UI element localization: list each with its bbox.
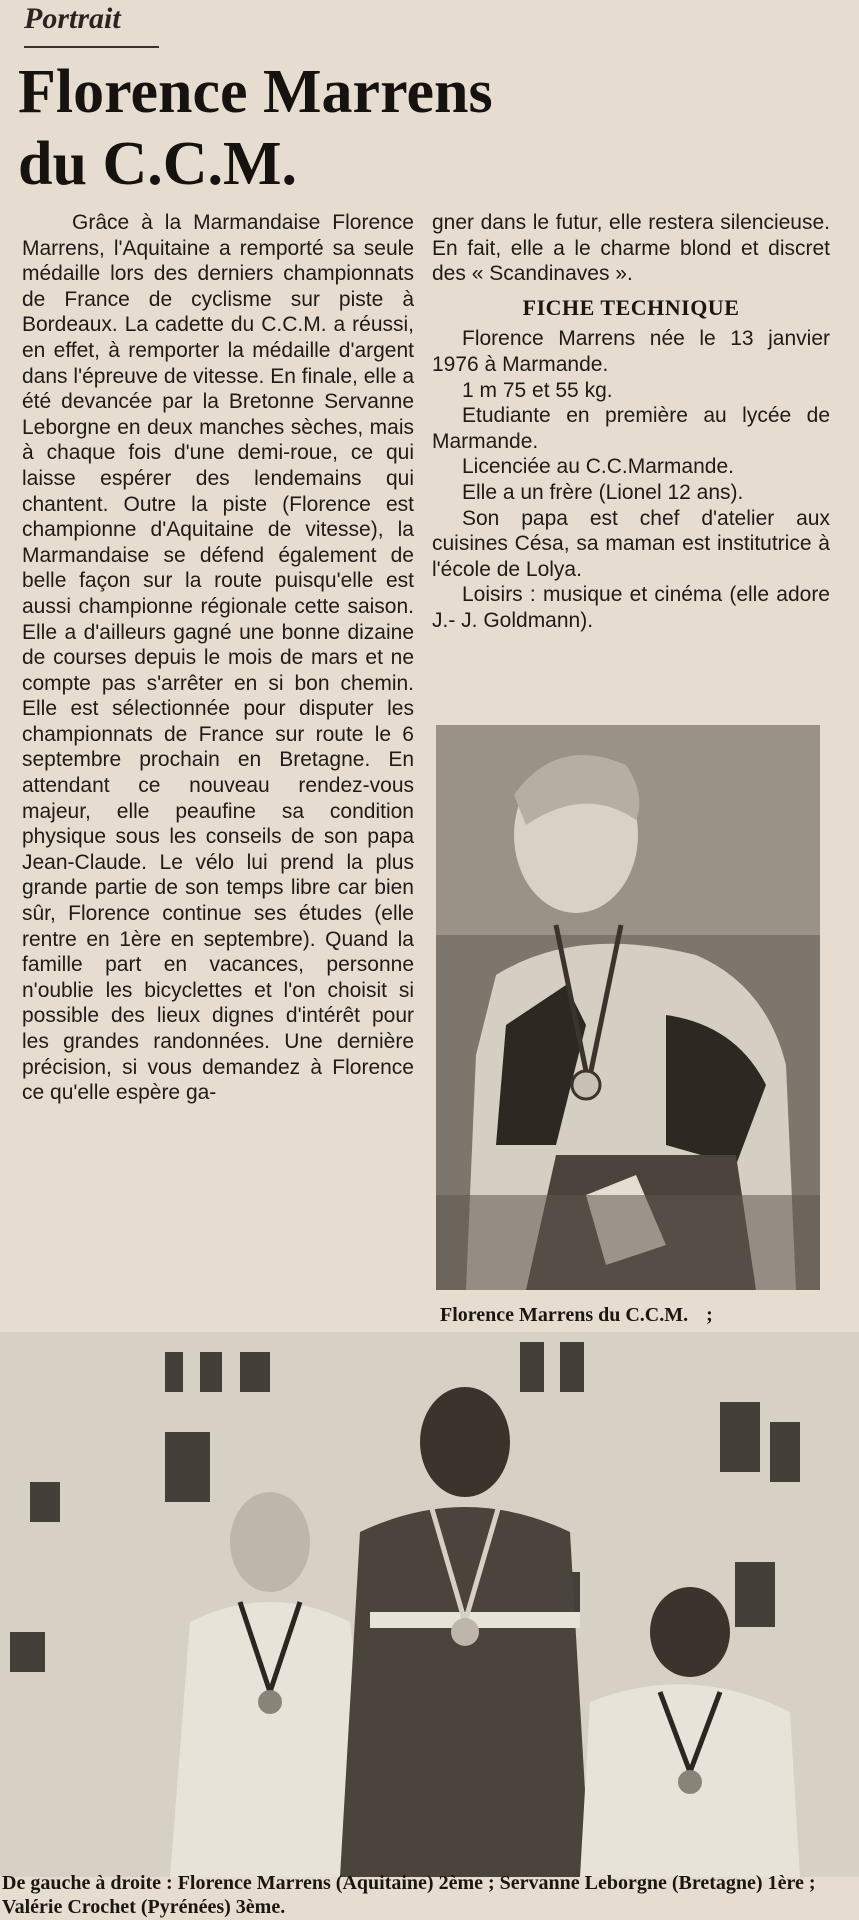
fiche-line-school: Etudiante en première au lycée de Marmande. [432, 404, 830, 453]
portrait-photo-graphic [436, 725, 820, 1290]
headline-line-1: Florence Marrens [18, 58, 493, 126]
portrait-caption [440, 1304, 840, 1327]
fiche-line-size: 1 m 75 et 55 kg. [462, 378, 613, 402]
headline [18, 56, 838, 200]
article-right-column [432, 210, 830, 634]
portrait-caption-text: Florence Marrens du C.C.M. [440, 1304, 689, 1326]
section-kicker: Portrait [24, 2, 121, 35]
fiche-line-hobbies: Loisirs : musique et cinéma (elle adore J.- J. Goldmann). [432, 583, 830, 632]
headline-line-2: du C.C.M. [18, 130, 298, 198]
podium-photo-graphic [0, 1332, 859, 1877]
article-continuation: gner dans le futur, elle restera silencieuse. En fait, elle a le charme blond et discret des « Scandinaves ». [432, 211, 830, 286]
fiche-line-birth: Florence Marrens née le 13 janvier 1976 à Marmande. [432, 327, 830, 376]
portrait-photo [436, 725, 820, 1290]
article-body-paragraph: Grâce à la Marmandaise Florence Marrens, l'Aquitaine a remporté sa seule médaille lors des derniers championnats de France de cyclisme sur piste à Bordeaux. La cadette du C.C.M. a réussi, en effet, à remporter la médaille d'argent dans l'épreuve de vitesse. En finale, elle a été devancée par la Bretonne Servanne Leborgne en deux manches sèches, mais à chaque fois d'une demi-roue, ce qui laisse espérer des lendemains qui chantent. Outre la piste (Florence est championne d'Aquitaine de vitesse), la Marmandaise se défend également de belle façon sur la route puisqu'elle est aussi championne régionale cette saison. Elle a d'ailleurs gagné une bonne dizaine de courses depuis le mois de mars et ne compte pas s'arrêter en si bon chemin. Elle est sélectionnée pour disputer les championnats de France sur route le 6 septembre prochain en Bretagne. En attendant ce nouveau rendez-vous majeur, elle peaufine sa condition physique sous les conseils de son papa Jean-Claude. Le vélo lui prend la plus grande partie de son temps libre car bien sûr, Florence continue ses études (elle rentre en 1ère en septembre). Quand la famille part en vacances, personne n'oublie les bicyclettes et l'on choisit si possible des lieux dignes d'intérêt pour les grandes randonnées. Une dernière précision, si vous demandez à Florence ce qu'elle espère ga- [22, 211, 414, 1105]
kicker-underline [24, 46, 159, 48]
fiche-line-parents: Son papa est chef d'atelier aux cuisines Césa, sa maman est institutrice à l'école de Lolya. [432, 506, 830, 581]
fiche-line-club: Licenciée au C.C.Marmande. [462, 455, 734, 479]
article-left-column [22, 210, 414, 1106]
fiche-line-brother: Elle a un frère (Lionel 12 ans). [462, 480, 744, 504]
podium-photo [0, 1332, 859, 1877]
portrait-caption-trail: ; [706, 1304, 713, 1326]
fiche-technique-heading: FICHE TECHNIQUE [522, 294, 740, 320]
podium-caption: De gauche à droite : Florence Marrens (Aquitaine) 2ème ; Servanne Leborgne (Bretagne) 1ère ; Valérie Crochet (Pyrénées) 3ème. [2, 1872, 816, 1918]
